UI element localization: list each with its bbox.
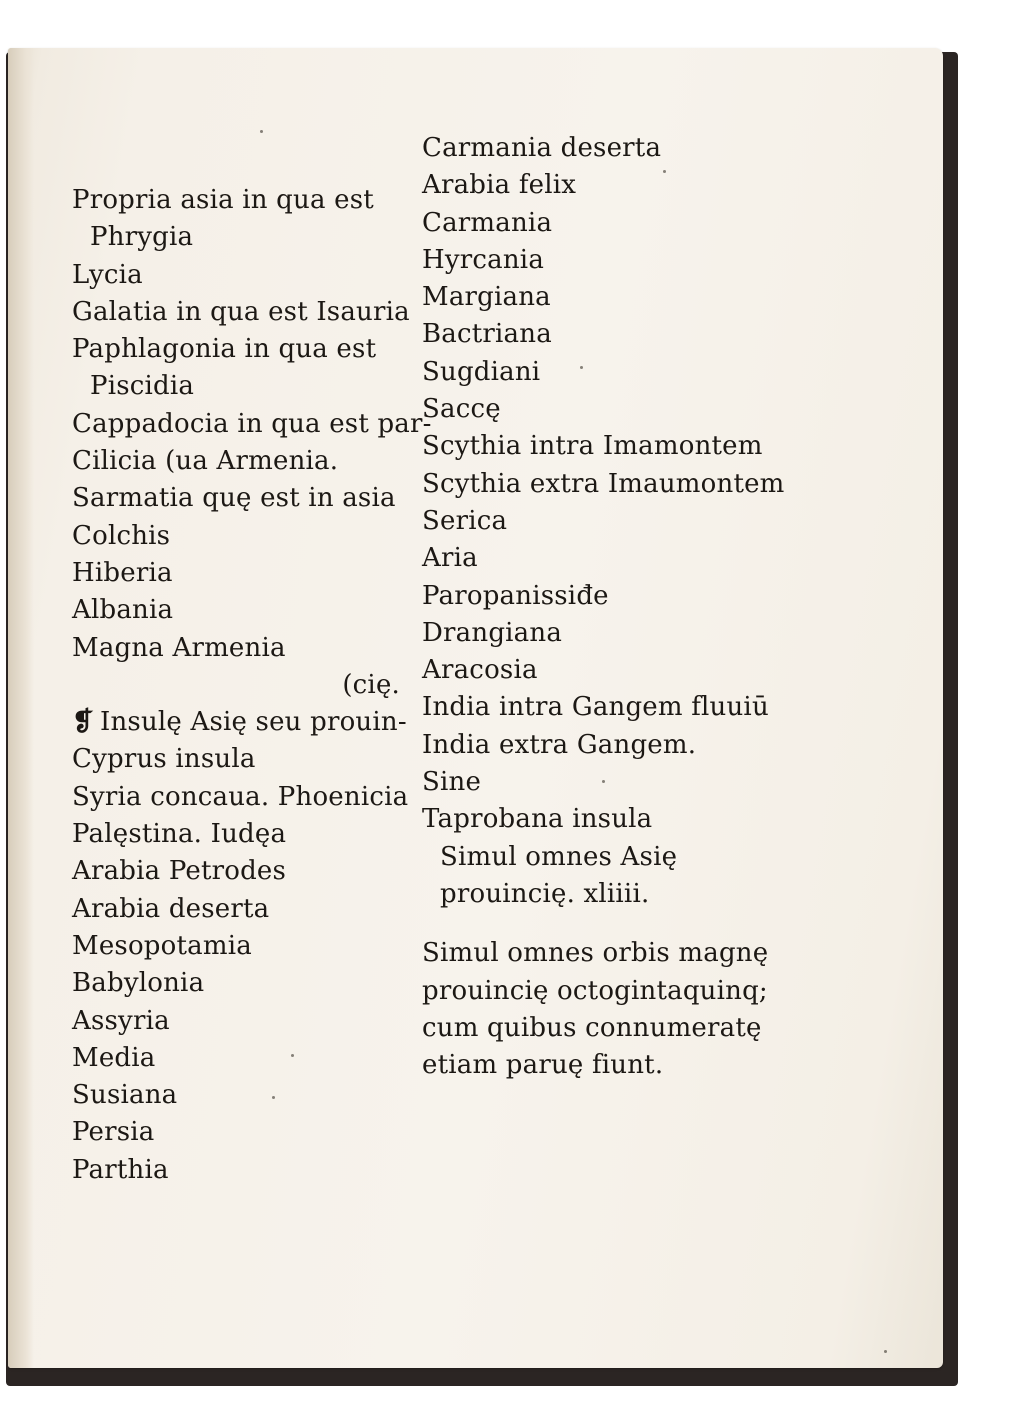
text-line: Cappadocia in qua est par- bbox=[72, 408, 432, 439]
text-line: Arabia deserta bbox=[72, 893, 270, 924]
text-line: Parthia bbox=[72, 1154, 169, 1185]
text-line: Propria asia in qua est bbox=[72, 185, 374, 215]
text-line: Carmania deserta bbox=[422, 133, 662, 163]
ink-speck bbox=[260, 130, 263, 133]
text-line: Margiana bbox=[422, 282, 551, 313]
text-line: Hiberia bbox=[72, 557, 173, 588]
text-line: Galatia in qua est Isauria bbox=[72, 296, 410, 327]
right-column bbox=[422, 130, 785, 1084]
text-line: Magna Armenia bbox=[72, 632, 286, 663]
text-line: Colchis bbox=[72, 520, 171, 551]
text-line bbox=[72, 704, 432, 741]
text-line: prouincię octogintaquinq; bbox=[422, 975, 768, 1006]
text-line: Hyrcania bbox=[422, 244, 545, 275]
paragraph-gap bbox=[422, 913, 785, 935]
book-page bbox=[8, 48, 943, 1368]
text-line: Babylonia bbox=[72, 968, 205, 999]
text-line: Sarmatia quę est in asia bbox=[72, 483, 396, 514]
text-line: prouincię. xliiii. bbox=[440, 878, 650, 909]
text-line: Paphlagonia in qua est bbox=[72, 334, 377, 365]
ink-speck bbox=[884, 1350, 887, 1353]
text-line: Simul omnes orbis magnę bbox=[422, 938, 769, 969]
text-line: cum quibus connumeratę bbox=[422, 1012, 762, 1043]
text-line: Palęstina. Iudęa bbox=[72, 819, 287, 850]
text-line: Arabia Petrodes bbox=[72, 856, 287, 887]
text-line: Cyprus insula bbox=[72, 744, 256, 775]
text-line: Sine bbox=[422, 767, 482, 798]
text-line: Drangiana bbox=[422, 617, 563, 648]
section-heading: Insulę Asię seu prouin- bbox=[100, 707, 407, 738]
text-line: Persia bbox=[72, 1117, 155, 1148]
text-line: Albania bbox=[72, 595, 174, 626]
pilcrow-icon: ❡ bbox=[72, 707, 94, 738]
text-line: Bactriana bbox=[422, 319, 552, 350]
text-line: etiam paruę fiunt. bbox=[422, 1050, 664, 1081]
text-line: Saccę bbox=[422, 394, 501, 425]
text-line: Syria concaua. Phoenicia bbox=[72, 781, 409, 812]
text-line: Cilicia (ua Armenia. bbox=[72, 446, 339, 477]
text-line: Susiana bbox=[72, 1080, 178, 1111]
page-gutter bbox=[8, 48, 34, 1368]
ink-speck bbox=[602, 780, 605, 783]
text-line: Aria bbox=[422, 543, 478, 574]
text-line: India extra Gangem. bbox=[422, 729, 697, 760]
text-line: India intra Gangem fluuiū bbox=[422, 692, 769, 723]
text-line: Taprobana insula bbox=[422, 804, 653, 835]
text-line: Serica bbox=[422, 505, 508, 536]
text-line: Piscidia bbox=[90, 371, 195, 402]
left-column bbox=[72, 182, 432, 1189]
text-line: Scythia intra Imamontem bbox=[422, 431, 763, 462]
text-line: Arabia felix bbox=[422, 170, 577, 201]
text-line: Mesopotamia bbox=[72, 930, 252, 961]
ink-speck bbox=[663, 170, 666, 173]
text-line: Scythia extra Imaumontem bbox=[422, 468, 785, 499]
text-line: Assyria bbox=[72, 1005, 170, 1036]
ink-speck bbox=[272, 1096, 275, 1099]
text-line: Media bbox=[72, 1042, 156, 1073]
text-line: Sugdiani bbox=[422, 356, 541, 387]
text-line: Paropanissiđe bbox=[422, 580, 609, 611]
text-line: Aracosia bbox=[422, 655, 538, 686]
text-line: Carmania bbox=[422, 207, 553, 238]
text-line: Phrygia bbox=[90, 222, 194, 253]
ink-speck bbox=[291, 1054, 294, 1057]
ink-speck bbox=[580, 366, 583, 369]
text-line: Simul omnes Asię bbox=[440, 841, 678, 872]
text-line: Lycia bbox=[72, 259, 143, 290]
text-line: (cię. bbox=[342, 669, 400, 700]
